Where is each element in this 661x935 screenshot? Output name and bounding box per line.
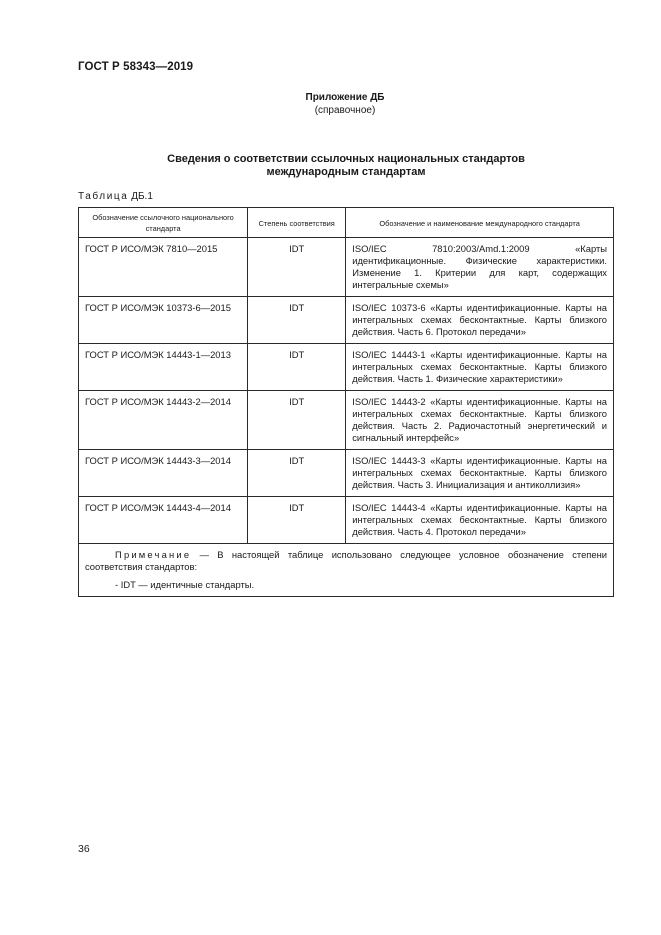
international-standard-cell: ISO/IEC 7810:2003/Amd.1:2009 «Карты идентификационные. Физические характеристики. Изменение 1. Критерии для карт, содержащих интегральные схемы»	[346, 238, 614, 297]
international-standard-cell: ISO/IEC 14443-3 «Карты идентификационные. Карты на интегральных схемах бесконтактные. Карты близкого действия. Часть 3. Инициализация и антиколлизия»	[346, 450, 614, 497]
table-caption-number: ДБ.1	[131, 191, 153, 202]
national-standard-cell: ГОСТ Р ИСО/МЭК 14443-2—2014	[79, 391, 248, 450]
document-code: ГОСТ Р 58343—2019	[78, 61, 194, 73]
column-header-national-standard: Обозначение ссылочного национального стандарта	[79, 208, 248, 238]
international-standard-cell: ISO/IEC 14443-1 «Карты идентификационные. Карты на интегральных схемах бесконтактные. Карты близкого действия. Часть 1. Физические характеристики»	[346, 344, 614, 391]
degree-cell: IDT	[248, 297, 346, 344]
note-label: Примечание	[115, 549, 192, 560]
table-header-row	[79, 208, 614, 238]
national-standard-cell: ГОСТ Р ИСО/МЭК 14443-4—2014	[79, 497, 248, 544]
table-note	[79, 544, 614, 597]
international-standard-cell: ISO/IEC 14443-2 «Карты идентификационные. Карты на интегральных схемах бесконтактные. Карты близкого действия. Часть 2. Радиочастотный энергетический и сигнальный интерфейс»	[346, 391, 614, 450]
table-row	[79, 297, 614, 344]
table-caption-label: Таблица	[78, 191, 129, 202]
section-title-line-2: международным стандартам	[266, 166, 426, 178]
standards-table	[78, 207, 614, 597]
national-standard-cell: ГОСТ Р ИСО/МЭК 10373-6—2015	[79, 297, 248, 344]
international-standard-cell: ISO/IEC 10373-6 «Карты идентификационные. Карты на интегральных схемах бесконтактные. Карты близкого действия. Часть 6. Протокол передачи»	[346, 297, 614, 344]
national-standard-cell: ГОСТ Р ИСО/МЭК 14443-3—2014	[79, 450, 248, 497]
table-row	[79, 391, 614, 450]
section-title	[78, 153, 614, 179]
degree-cell: IDT	[248, 497, 346, 544]
degree-cell: IDT	[248, 344, 346, 391]
national-standard-cell: ГОСТ Р ИСО/МЭК 14443-1—2013	[79, 344, 248, 391]
degree-cell: IDT	[248, 238, 346, 297]
column-header-degree: Степень соответствия	[248, 208, 346, 238]
international-standard-cell: ISO/IEC 14443-4 «Карты идентификационные. Карты на интегральных схемах бесконтактные. Карты близкого действия. Часть 4. Протокол передачи»	[346, 497, 614, 544]
column-header-international-standard: Обозначение и наименование международного стандарта	[346, 208, 614, 238]
note-text: — В настоящей таблице использовано следующее условное обозначение степени соответствия стандартов:	[85, 549, 607, 572]
page-number: 36	[78, 843, 90, 855]
table-row	[79, 344, 614, 391]
section-title-line-1: Сведения о соответствии ссылочных национальных стандартов	[167, 153, 525, 165]
appendix-title: Приложение ДБ	[305, 92, 385, 103]
note-paragraph	[85, 549, 607, 573]
table-row	[79, 497, 614, 544]
appendix-subtitle: (справочное)	[314, 105, 376, 116]
degree-cell: IDT	[248, 450, 346, 497]
note-list-item: - IDT — идентичные стандарты.	[115, 579, 255, 590]
table-note-row	[79, 544, 614, 597]
table-row	[79, 238, 614, 297]
degree-cell: IDT	[248, 391, 346, 450]
appendix-heading	[0, 91, 661, 117]
table-caption	[78, 191, 153, 202]
table-row	[79, 450, 614, 497]
national-standard-cell: ГОСТ Р ИСО/МЭК 7810—2015	[79, 238, 248, 297]
